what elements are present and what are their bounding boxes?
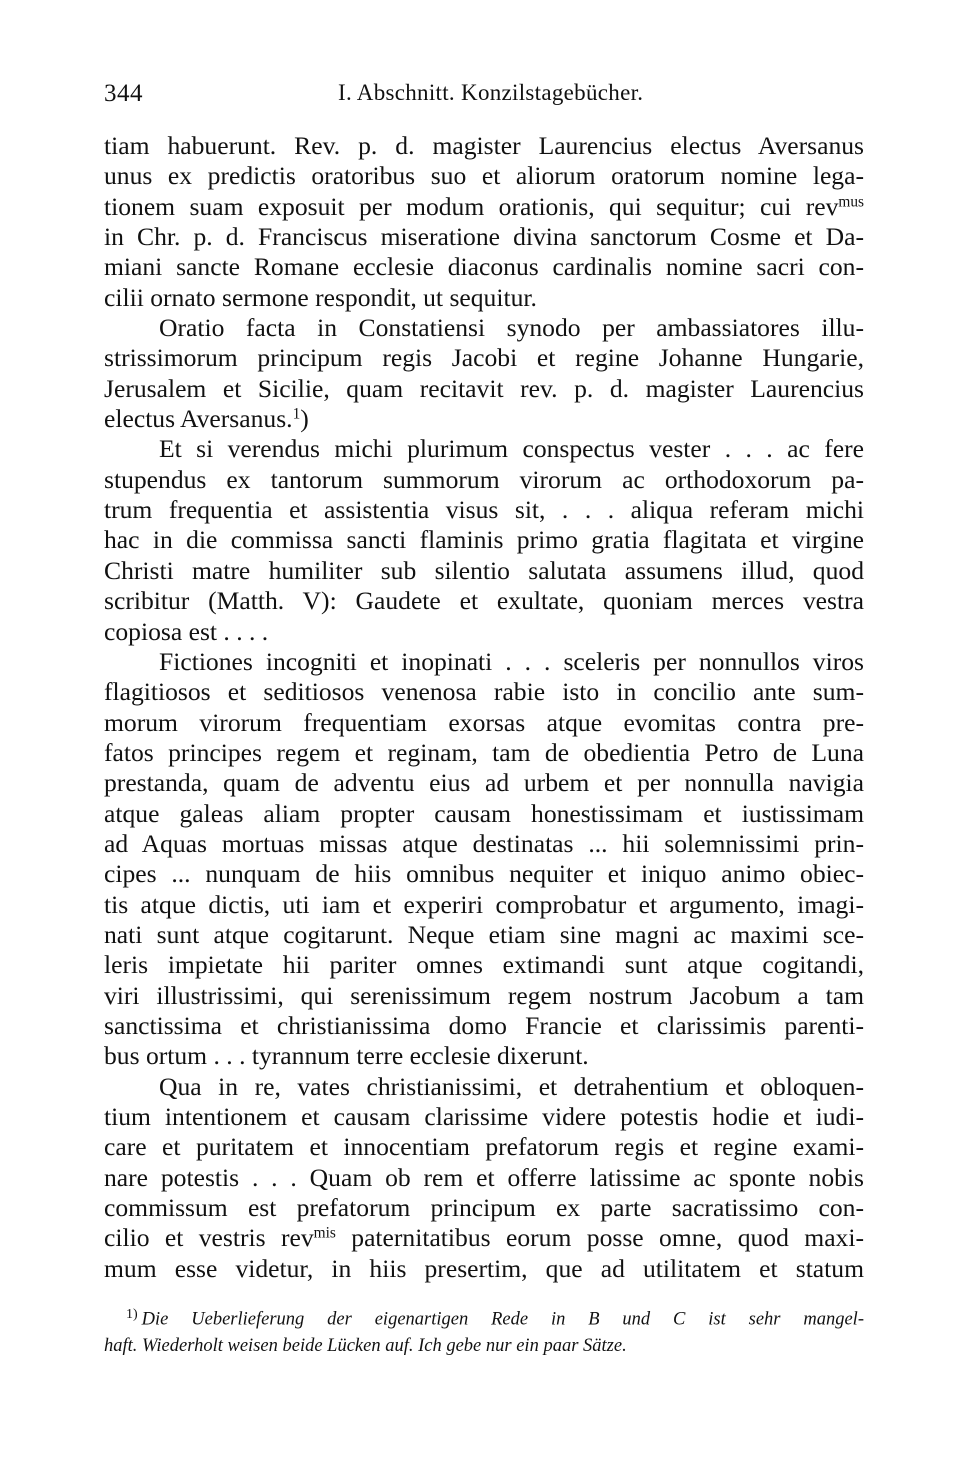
- footnote-reference: 1: [292, 405, 301, 423]
- text-line: in Chr. p. d. Franciscus miseratione divina sanctorum Cosme et Da-: [104, 222, 864, 252]
- text-line: flagitiosos et seditiosos venenosa rabie isto in concilio ante sum-: [104, 677, 864, 707]
- text-line: Qua in re, vates christianissimi, et detrahentium et obloquen-: [159, 1071, 864, 1101]
- main-text: [104, 131, 864, 1284]
- footnote-line: haft. Wiederholt weisen beide Lücken auf. Ich gebe nur ein paar Sätze.: [104, 1336, 627, 1357]
- footnote: [104, 1301, 864, 1360]
- text-line: Jerusalem et Sicilie, quam recitavit rev. p. d. magister Laurencius: [104, 373, 864, 403]
- text-line: Et si verendus michi plurimum conspectus vester . . . ac fere: [159, 434, 864, 464]
- running-head: I. Abschnitt. Konzilstagebücher.: [338, 80, 644, 105]
- text-line: cipes ... nunquam de hiis omnibus nequiter et iniquo animo obiec-: [104, 859, 864, 889]
- text-line: tiam habuerunt. Rev. p. d. magister Laurencius electus Aversanus: [104, 131, 864, 160]
- text-line: trum frequentia et assistentia visus sit, . . . aliqua referam michi: [104, 495, 864, 525]
- text-line: hac in die commissa sancti flaminis primo gratia flagitata et virgine: [104, 525, 864, 555]
- text-line: Fictiones incogniti et inopinati . . . sceleris per nonnullos viros: [159, 646, 864, 676]
- paragraph: [104, 647, 864, 1072]
- text-line: morum virorum frequentiam exorsas atque evomitas contra pre-: [104, 707, 864, 737]
- footnote-line: $^{1)}$ Die Ueberlieferung der eigenartigen Rede in B und C ist sehr mangel-: [126, 1307, 864, 1330]
- text-line: strissimorum principum regis Jacobi et regine Johanne Hungarie,: [104, 343, 864, 373]
- text-line: stupendus ex tantorum summorum virorum ac orthodoxorum pa-: [104, 464, 864, 494]
- text-line: tium intentionem et causam clarissime videre potestis hodie et iudi-: [104, 1102, 864, 1131]
- text-line: atque galeas aliam propter causam honestissimam et iustissimam: [104, 798, 864, 828]
- footnote-marker: 1): [126, 1307, 138, 1322]
- text-line: commissum est prefatorum principum ex parte sacratissimo con-: [104, 1193, 864, 1223]
- text-line: electus Aversanus.$^1$): [104, 404, 309, 434]
- text-line: cilii ornato sermone respondit, ut sequitur.: [104, 282, 537, 312]
- paragraph-continuation: [104, 131, 864, 313]
- text-line: nare potestis . . . Quam ob rem et offerre latissime ac sponte nobis: [104, 1162, 864, 1192]
- text-line: miani sancte Romane ecclesie diaconus cardinalis nomine sacri con-: [104, 252, 864, 282]
- paragraph: [104, 434, 864, 646]
- text-line: leris impietate hii pariter omnes extimandi sunt atque cogitandi,: [104, 950, 864, 980]
- superscript-abbrev: mus: [838, 193, 864, 211]
- text-line: copiosa est . . . .: [104, 616, 269, 646]
- superscript-abbrev: mis: [313, 1224, 336, 1242]
- text-line: sanctissima et christianissima domo Francie et clarissimis parenti-: [104, 1010, 864, 1040]
- page-number: 344: [104, 80, 143, 107]
- text-line: unus ex predictis oratoribus suo et aliorum oratorum nomine lega-: [104, 161, 864, 191]
- text-line: prestanda, quam de adventu eius ad urbem et per nonnulla navigia: [104, 768, 864, 798]
- page-header: [104, 80, 864, 114]
- text-line: ad Aquas mortuas missas atque destinatas ... hii solemnissimi prin-: [104, 828, 864, 858]
- text-line: care et puritatem et innocentiam prefatorum regis et regine exami-: [104, 1132, 864, 1162]
- paragraph: [104, 1072, 864, 1284]
- text-line: tionem suam exposuit per modum orationis, qui sequitur; cui rev$^{mus}$: [104, 191, 864, 221]
- text-line: viri illustrissimi, qui serenissimum regem nostrum Jacobum a tam: [104, 980, 864, 1010]
- text-line: nati sunt atque cogitarunt. Neque etiam sine magni ac maximi sce-: [104, 919, 864, 949]
- text-line: mum esse videtur, in hiis presertim, que ad utilitatem et statum: [104, 1253, 864, 1283]
- text-line: bus ortum . . . tyrannum terre ecclesie dixerunt.: [104, 1041, 589, 1071]
- text-line: Oratio facta in Constatiensi synodo per ambassiatores illu-: [159, 313, 864, 343]
- oration-heading: [104, 313, 864, 434]
- text-line: scribitur (Matth. V): Gaudete et exultate, quoniam merces vestra: [104, 586, 864, 616]
- text-line: fatos principes regem et reginam, tam de obedientia Petro de Luna: [104, 737, 864, 767]
- text-line: tis atque dictis, uti iam et experiri comprobatur et argumento, imagi-: [104, 889, 864, 919]
- text-line: Christi matre humiliter sub silentio salutata assumens illud, quod: [104, 555, 864, 585]
- text-line: cilio et vestris rev$^{mis}$ paternitatibus eorum posse omne, quod maxi-: [104, 1223, 864, 1253]
